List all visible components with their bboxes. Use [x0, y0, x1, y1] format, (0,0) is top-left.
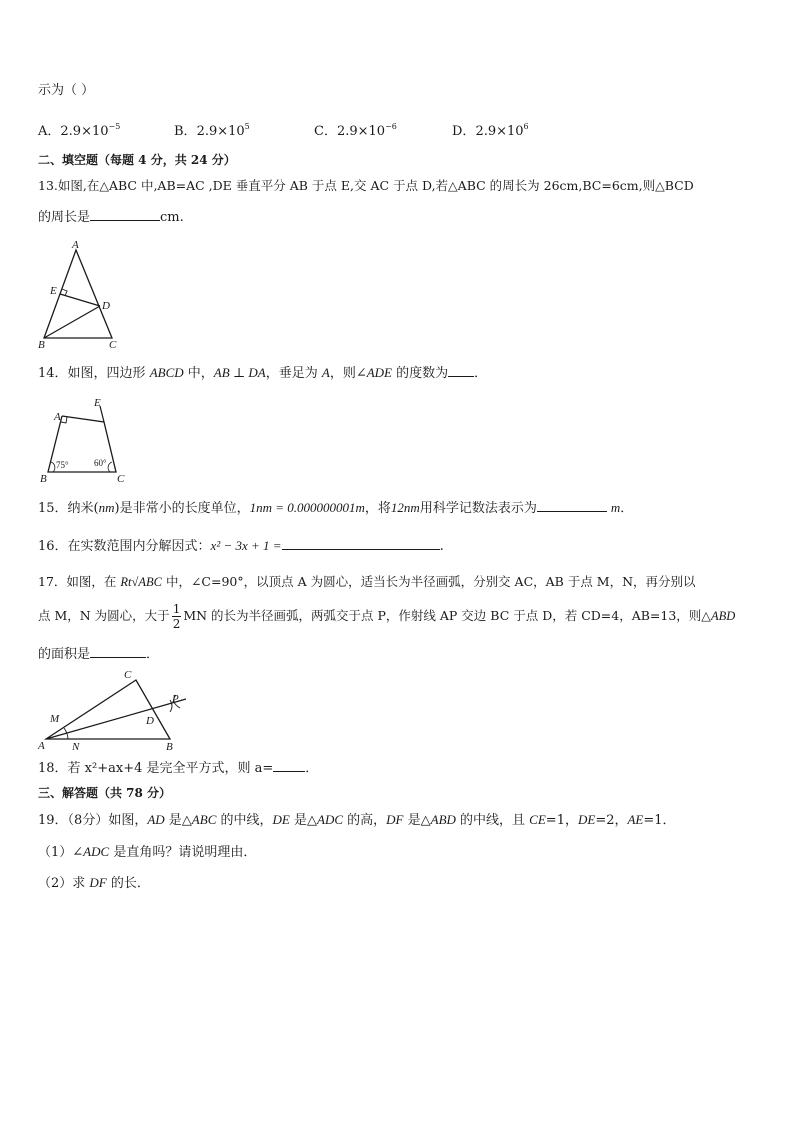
option-d: D．$2.9\times 10^6$ [452, 122, 529, 139]
section-2-title: 二、填空题（每题 4 分，共 24 分） [38, 153, 236, 167]
q14-answer-blank [448, 364, 474, 377]
q12-tail: 示为（ ） [38, 83, 95, 98]
fig17-label-c: C [124, 669, 132, 681]
q13-line2: 的周长是 cm. [38, 210, 184, 225]
option-a: A．$2.9\times 10^{-5}$ [38, 122, 121, 139]
q16-answer-blank [282, 537, 440, 550]
q17-answer-blank [90, 645, 146, 658]
q14-figure [38, 396, 138, 486]
q18-answer-blank [273, 759, 305, 772]
fig17-label-m: M [50, 713, 60, 725]
q14-text: 14．如图，四边形 ABCD 中，AB ⊥ DA，垂足为 A，则∠ADE 的度数为 ． [38, 365, 488, 381]
fraction-one-half: $\frac{1}{2}$ [172, 602, 181, 631]
section-3-title: 三、解答题（共 78 分） [38, 786, 172, 800]
q15-text: 15．纳米(nm)是非常小的长度单位，1nm = 0.000000001m，将12nm用科学记数法表示为 m． [38, 500, 634, 516]
fig13-label-e: E [50, 285, 57, 297]
fig13-label-c: C [109, 339, 117, 351]
q15-answer-blank [537, 499, 607, 512]
fig14-label-b: B [40, 473, 47, 485]
fig13-label-d: D [102, 300, 110, 312]
fig14-label-a: A [54, 411, 61, 423]
q17-line3: 的面积是 ． [38, 647, 160, 662]
fig17-label-n: N [72, 741, 80, 753]
q17-line2: 点 M，N 为圆心，大于 $\frac{1}{2}$ MN 的长为半径画弧，两弧交于点 P，作射线 AP 交边 BC 于点 D，若 CD=4，AB=13，则△ABD [38, 602, 736, 631]
q19-text: 19．（8分）如图，AD 是△ABC 的中线，DE 是△ADC 的高，DF 是△ABD 的中线，且 CE=1，DE=2，AE=1． [38, 812, 676, 828]
fig14-angle-b: 75° [56, 460, 69, 470]
q19-part1: （1）∠ADC 是直角吗？请说明理由． [38, 844, 257, 860]
q13-figure [38, 240, 128, 350]
fig14-angle-c: 60° [94, 458, 107, 468]
fig17-label-p: P [172, 693, 179, 705]
fig14-label-c: C [117, 473, 125, 485]
q13-line1: 13.如图,在△ABC 中,AB=AC ,DE 垂直平分 AB 于点 E,交 AC 于点 D,若△ABC 的周长为 26cm,BC=6cm,则△BCD [38, 178, 694, 193]
q16-text: 16．在实数范围内分解因式：x² − 3x + 1 = . [38, 538, 444, 554]
q13-answer-blank [90, 208, 160, 221]
fig14-label-e: E [94, 397, 101, 409]
fig17-label-b: B [166, 741, 173, 753]
fig13-label-a: A [72, 239, 79, 251]
q17-line1: 17．如图，在 Rt√ABC 中，∠C=90°，以顶点 A 为圆心，适当长为半径画弧，分别交 AC，AB 于点 M，N，再分别以 [38, 574, 696, 589]
option-c: C．$2.9\times 10^{-6}$ [314, 122, 397, 139]
fig17-label-d: D [146, 715, 154, 727]
q18-text: 18．若 x²+ax+4 是完全平方式，则 a= ． [38, 761, 319, 776]
fig13-label-b: B [38, 339, 45, 351]
q17-figure [36, 666, 196, 756]
option-b: B．$2.9\times 10^5$ [174, 122, 250, 139]
fig17-label-a: A [38, 740, 45, 752]
q19-part2: （2）求 DF 的长． [38, 875, 150, 891]
